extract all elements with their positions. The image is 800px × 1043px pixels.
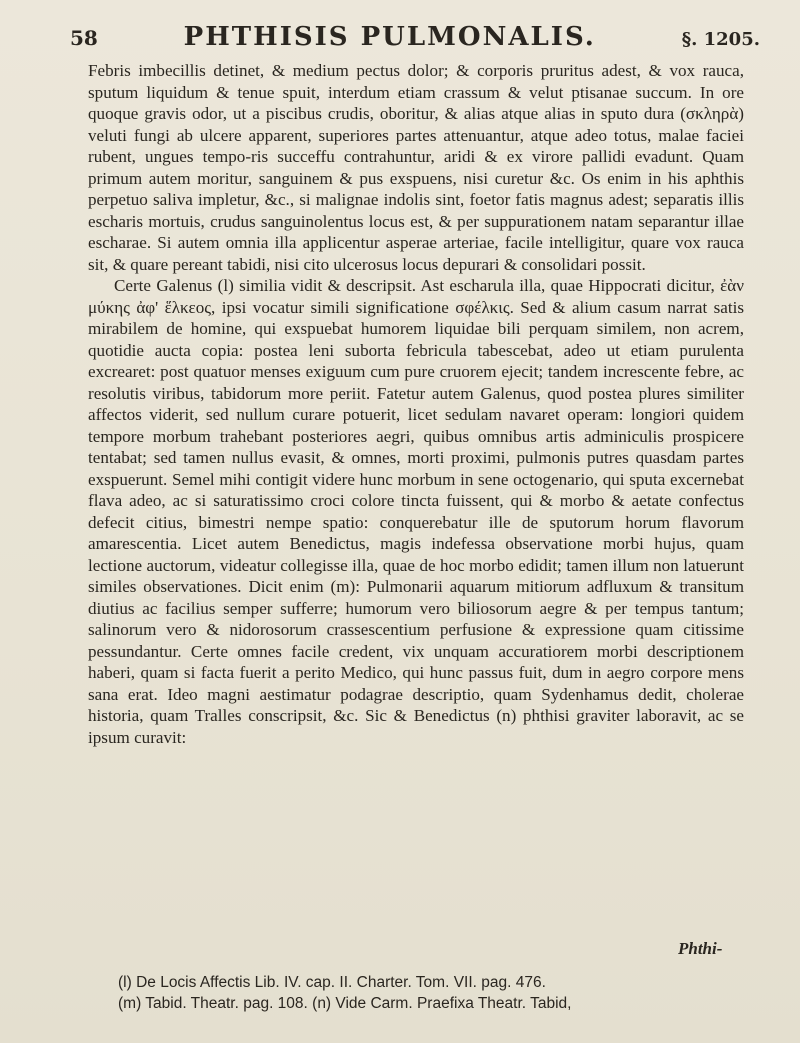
footnote: (l) De Locis Affectis Lib. IV. cap. II. Charter. Tom. VII. pag. 476. [118, 974, 546, 991]
body-text [88, 60, 744, 748]
footnotes [118, 972, 758, 1014]
paragraph: Certe Galenus (l) similia vidit & descripsit. Ast escharula illa, quae Hippocrati dicitur, ἐὰν μύκης ἀφ' ἕλκεος, ipsi vocatur simili significatione σφέλκις. Sed & alium casum narrat satis mirabilem de homine, qui exspuebat humorem liquidae bili perquam similem, non acrem, quotidie aucta copia: postea leni suborta febricula tabescebat, adeo ut etiam purulenta excrearet: post quatuor menses exiguum cum pure cruorem ejecit; tandem increscente febre, ac resolutis viribus, tabidorum more periit. Fatetur autem Galenus, quod postea plures similiter affectos viderit, sed nullum curare potuerit, licet sedulam navaret operam: longiori quidem tempore morbum trahebant posteriores aegri, quibus omnibus artis adminiculis prospicere tentabat; sed tamen nullus evasit, & omnes, morti proximi, pulmonis putres quasdam partes exspuerunt. Semel mihi contigit videre hunc morbum in sene octogenario, qui sputa excernebat flava adeo, ac si saturatissimo croci colore tincta fuissent, qui & morbo & aetate confectus defecit citius, bimestri nempe spatio: conquerebatur ille de sputorum horum flavorum amarescentia. Licet autem Benedictus, magis indefessa observatione morbi hujus, quam lectione auctorum, videatur collegisse illa, quae de hoc morbo edidit; tamen illum non latuerunt similes observationes. Dicit enim (m): Pulmonarii aquarum mitiorum adfluxum & transitum diutius ac facilius semper sufferre; humorum vero biliosorum aegre & per tempus tantum; salinorum vero & nidorosorum crassescentium perfusione & expressione quam citissime pessundantur. Certe omnes facile credent, vix unquam accuratiorem morbi descriptionem haberi, quam si facta fuerit a perito Medico, qui hunc passus fuit, dum in aegro corpore mens sana erat. Ideo magni aestimatur podagrae descriptio, quam Sydenhamus dedit, cholerae historia, quam Tralles conscripsit, &c. Sic & Benedictus (n) phthisi graviter laboravit, ac se ipsum curavit: [88, 276, 744, 747]
page-header [70, 22, 760, 56]
page-number: 58 [70, 26, 98, 50]
running-title: PHTHISIS PULMONALIS. [183, 22, 596, 52]
catchword: Phthi- [678, 939, 723, 958]
section-number: §. 1205. [681, 29, 760, 50]
footnote: (m) Tabid. Theatr. pag. 108. (n) Vide Carm. Praefixa Theatr. Tabid, [118, 995, 572, 1012]
paragraph: Febris imbecillis detinet, & medium pectus dolor; & corporis pruritus adest, & vox rauca, sputum liquidum & tenue spuit, interdum etiam crassum & velut ptisanae succum. In ore quoque gravis odor, ut a piscibus crudis, oboritur, & alias atque alias in sputo dura (σκληρὰ) veluti fungi ab ulcere apparent, superiores partes attenuantur, atque adeo totus, malae faciei rubent, ungues tempo-ris succeffu contrahuntur, aridi & ex virore pallidi evadunt. Quam primum autem moritur, sanguinem & pus exspuens, nisi curetur &c. Os enim in his aphthis perpetuo saliva impletur, &c., si malignae indolis sint, foetor fatis magnus adest; separatis illis escharis mortuis, crudus sanguinolentus locus est, & per suppurationem natam separantur illae escharae. Si autem omnia illa applicentur asperae arteriae, facile intelligitur, quare vox rauca sit, & quare pereant tabidi, nisi cito ulcerosus locus depurari & consolidari possit. [88, 61, 744, 274]
